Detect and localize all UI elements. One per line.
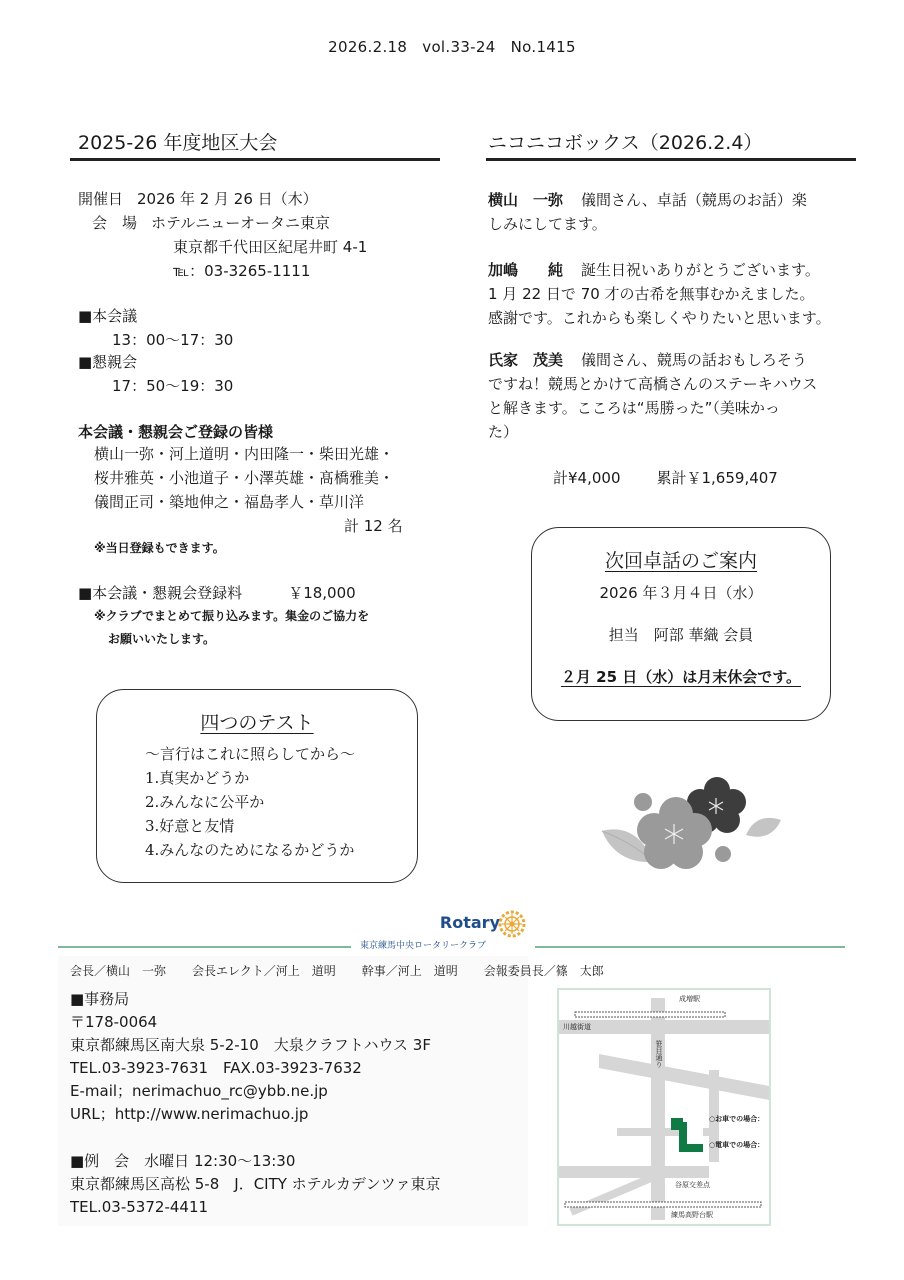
next-talk-box [531, 527, 831, 721]
registrants-total: 計 12 名 [344, 517, 403, 535]
nikoniko-entry [488, 348, 817, 444]
map-label-by-train: ○電車での場合： [709, 1141, 765, 1149]
month-end-closure-notice: ２月 25 日（水）は月末休会です。 [560, 668, 802, 686]
footer-divider-right [535, 946, 845, 948]
nikoniko-total: 計¥4,000 [553, 469, 621, 487]
district-conference-title: 2025-26 年度地区大会 [78, 132, 278, 154]
officer: 会長エレクト／河上 道明 [192, 964, 336, 978]
nikoniko-totals [553, 466, 778, 490]
office-heading: ■事務局 [70, 990, 130, 1008]
entry-text: ですね！競馬とかけて高橋さんのステーキハウス [488, 375, 818, 393]
entry-text: しみにしてます。 [488, 215, 607, 233]
plum-blossom-icon [596, 772, 786, 882]
venue-address: 東京都千代田区紀尾井町 4-1 [173, 238, 368, 256]
four-way-test-box [96, 689, 418, 883]
entry-text: と解きます。こころは“馬勝った”（美味かっ [488, 399, 780, 417]
office-address: 東京都練馬区南大泉 5-2-10 大泉クラフトハウス 3F [70, 1036, 431, 1054]
bud-icon [634, 793, 652, 811]
entry-text: 誕生日祝いありがとうございます。 [581, 261, 820, 279]
entry-text: 感謝です。これからも楽しくやりたいと思います。 [488, 309, 831, 327]
next-talk-title: 次回卓話のご案内 [604, 550, 757, 572]
office-block [70, 988, 431, 1126]
office-tel-fax: TEL.03-3923-7631 FAX.03-3923-7632 [70, 1059, 362, 1077]
map-label-kawagoe-road: 川越街道 [563, 1023, 591, 1031]
map-label-station-top: 成増駅 [679, 995, 700, 1003]
meeting-block [70, 1150, 440, 1219]
officer: 会報委員長／篠 太郎 [483, 964, 604, 978]
map-label-station-bottom: 練馬高野台駅 [671, 1211, 713, 1219]
nikoniko-title: ニコニコボックス（2026.2.4） [488, 132, 763, 154]
four-way-test-item: 4.みんなのためになるかどうか [145, 841, 355, 859]
officer: 幹事／河上 道明 [361, 964, 458, 978]
entry-name: 横山 一弥 [488, 191, 564, 209]
four-way-test-list [145, 742, 355, 862]
map-label-by-car: ○お車での場合： [709, 1115, 765, 1123]
nikoniko-entry [488, 188, 807, 236]
officer: 会長／横山 一弥 [70, 964, 167, 978]
social-label: ■懇親会 [78, 353, 138, 371]
fee-note-1: ※クラブでまとめて振り込みます。集金のご協力を [94, 609, 370, 623]
venue-label: 会 場 [92, 214, 138, 232]
event-date-label: 開催日 [78, 190, 124, 208]
entry-text: 儀間さん、競馬の話おもしろそう [581, 351, 807, 369]
venue-name: ホテルニューオータニ東京 [151, 214, 330, 232]
rotary-wheel-icon [498, 910, 526, 938]
club-name: 東京練馬中央ロータリークラブ [360, 941, 487, 951]
registrants-line: 桜井雅英・小池道子・小澤英雄・髙橋雅美・ [94, 469, 395, 487]
fee-note-2: お願いいたします。 [108, 632, 216, 646]
main-meeting-label: ■本会議 [78, 307, 138, 325]
office-url[interactable]: URL；http://www.nerimachuo.jp [70, 1105, 309, 1123]
footer-divider-left [58, 946, 351, 948]
next-talk-date: 2026 年３月４日（水） [599, 584, 763, 602]
fee-line [78, 581, 356, 605]
four-way-test-item: 3.好意と友情 [145, 817, 235, 835]
meeting-tel: TEL.03-5372-4411 [70, 1198, 209, 1216]
venue-tel: ℡：03-3265-1111 [173, 262, 311, 280]
event-date-line [78, 187, 318, 211]
officers-line [70, 960, 604, 982]
four-way-test-item: 2.みんなに公平か [145, 793, 265, 811]
access-map [557, 988, 771, 1226]
nikoniko-cumulative: 累計￥1,659,407 [656, 469, 778, 487]
nikoniko-entry [488, 258, 831, 330]
registrants-line: 横山一弥・河上道明・内田隆一・柴田光雄・ [94, 445, 395, 463]
entry-text: 儀間さん、卓話（競馬のお話）楽 [581, 191, 807, 209]
section-divider [486, 158, 856, 161]
issue-date: 2026.2.18 [328, 38, 408, 56]
meeting-address: 東京都練馬区高松 5-8 J．CITY ホテルカデンツァ東京 [70, 1175, 441, 1193]
issue-volume: vol.33-24 [422, 38, 496, 56]
issue-number: No.1415 [510, 38, 576, 56]
map-label-main-road: 笹目通り [655, 1040, 663, 1068]
event-date-value: 2026 年 2 月 26 日（木） [137, 190, 318, 208]
office-postal: 〒178-0064 [70, 1013, 158, 1031]
four-way-test-item: 1.真実かどうか [145, 769, 250, 787]
four-way-test-title: 四つのテスト [200, 712, 314, 734]
fee-label: ■本会議・懇親会登録料 [78, 584, 243, 602]
map-label-yahara: 谷原交差点 [675, 1181, 710, 1189]
bud-icon [715, 846, 731, 862]
entry-text: た） [488, 423, 519, 441]
meeting-heading: ■例 会 水曜日 12:30～13:30 [70, 1152, 296, 1170]
entry-name: 氏家 茂美 [488, 351, 564, 369]
rotary-logo-text: Rotary [439, 913, 500, 932]
leaf-icon [746, 818, 781, 837]
four-way-test-subtitle: ～言行はこれに照らしてから～ [145, 745, 356, 763]
registrants-line: 儀間正司・築地伸之・福島孝人・草川洋 [94, 493, 365, 511]
office-email[interactable]: E-mail；nerimachuo_rc@ybb.ne.jp [70, 1082, 328, 1100]
same-day-note: ※当日登録もできます。 [94, 541, 225, 555]
masthead [0, 38, 904, 56]
registrants-heading: 本会議・懇親会ご登録の皆様 [78, 423, 274, 441]
next-talk-speaker: 担当 阿部 華織 会員 [608, 626, 754, 644]
fee-value: ￥18,000 [288, 584, 356, 602]
section-divider [70, 158, 440, 161]
main-meeting-time: 13：00～17：30 [112, 331, 234, 349]
social-time: 17：50～19：30 [112, 377, 234, 395]
venue-line [92, 211, 330, 235]
entry-name: 加嶋 純 [488, 261, 564, 279]
entry-text: 1 月 22 日で 70 才の古希を無事むかえました。 [488, 285, 815, 303]
